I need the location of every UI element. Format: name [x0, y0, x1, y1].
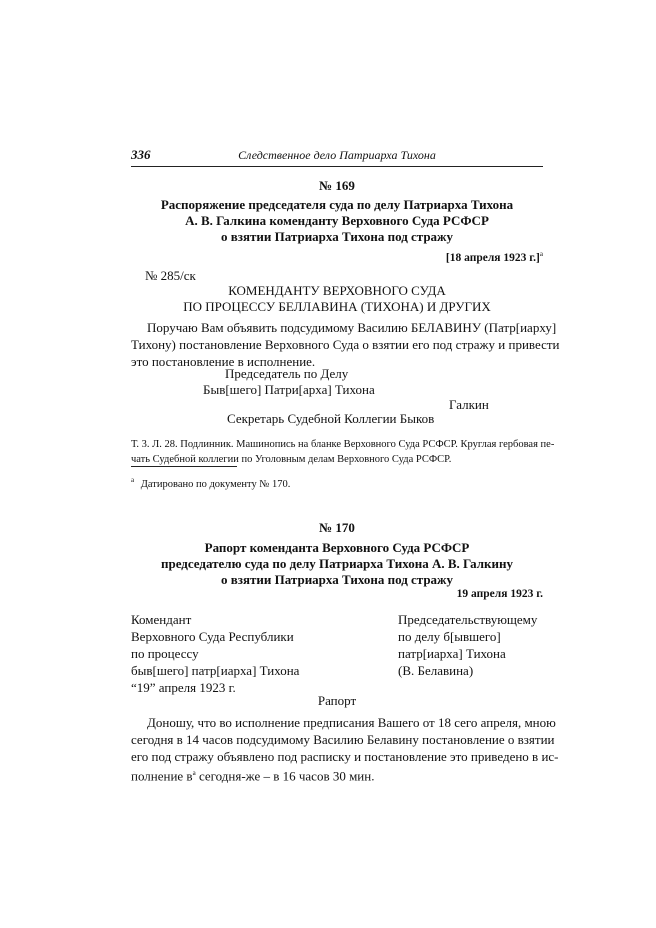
- doc170-recipient-block: [398, 611, 537, 679]
- doc170-body-line: его под стражу объявлено под расписку и постановление это приведено в ис-: [131, 749, 559, 764]
- doc170-title: [131, 540, 543, 588]
- doc169-body: [131, 319, 560, 370]
- doc170-body-line: Доношу, что во исполнение предписания Вашего от 18 сего апреля, мною: [147, 715, 556, 730]
- recipient-line: по делу б[ывшего]: [398, 629, 501, 644]
- footnote: [131, 476, 290, 490]
- doc170-date: 19 апреля 1923 г.: [456, 588, 543, 600]
- doc170-heading: Рапорт: [317, 693, 357, 708]
- sender-line: Верховного Суда Республики: [131, 629, 294, 644]
- doc169-date: [446, 250, 543, 264]
- doc170-title-line: о взятии Патриарха Тихона под стражу: [221, 572, 453, 587]
- doc170-number: № 170: [319, 520, 355, 535]
- doc169-ref: № 285/ск: [145, 268, 196, 283]
- sender-line: “19” апреля 1923 г.: [131, 680, 236, 695]
- doc169-sign-line: Председатель по Делу: [225, 366, 349, 381]
- footnote-rule: [131, 466, 237, 467]
- doc169-secretary: Секретарь Судебной Коллегии Быков: [227, 411, 435, 426]
- sender-line: быв[шего] патр[иарха] Тихона: [131, 663, 300, 678]
- header-rule: [131, 166, 543, 167]
- recipient-line: (В. Белавина): [398, 663, 474, 678]
- recipient-line: патр[иарха] Тихона: [398, 646, 506, 661]
- doc169-date-footnote-mark: a: [539, 250, 543, 258]
- doc169-number: № 169: [319, 178, 355, 193]
- doc169-sign-line: Быв[шего] Патри[арха] Тихона: [203, 382, 375, 397]
- archive-note-line: чать Судебной коллегии по Уголовным делам Верховного Суда РСФСР.: [131, 454, 452, 465]
- running-title: Следственное дело Патриарха Тихона: [238, 148, 436, 162]
- sender-line: Комендант: [131, 612, 192, 627]
- doc170-body-text: полнение в: [131, 768, 193, 784]
- doc169-body-line: Тихону) постановление Верховного Суда о взятии его под стражу и привести: [131, 337, 560, 352]
- doc170-body-line-last: [131, 765, 543, 784]
- footnote-mark: a: [131, 476, 135, 484]
- doc169-archive-note: [131, 437, 555, 467]
- doc169-date-text: [18 апреля 1923 г.]: [445, 251, 540, 264]
- doc170-body-line: сегодня в 14 часов подсудимому Василию Белавину постановление о взятии: [131, 732, 555, 747]
- archive-note-line: Т. 3. Л. 28. Подлинник. Машинопись на бланке Верховного Суда РСФСР. Круглая гербовая пе-: [131, 439, 555, 450]
- doc169-address-line: КОМЕНДАНТУ ВЕРХОВНОГО СУДА: [228, 283, 446, 298]
- doc170-body-footnote-mark: a: [192, 769, 196, 777]
- page-number: 336: [131, 147, 151, 162]
- document-page: [131, 0, 560, 928]
- doc169-title-line: А. В. Галкина коменданту Верховного Суда РСФСР: [185, 213, 489, 228]
- doc170-title-line: Рапорт коменданта Верховного Суда РСФСР: [204, 540, 470, 555]
- doc169-signer: Галкин: [449, 397, 489, 412]
- doc170-body: [131, 714, 559, 784]
- sender-line: по процессу: [131, 646, 199, 661]
- doc170-sender-block: [131, 611, 299, 696]
- doc169-body-line: это постановление в исполнение.: [131, 354, 316, 369]
- doc170-title-line: председателю суда по делу Патриарха Тихона А. В. Галкину: [160, 556, 514, 571]
- doc169-title-line: о взятии Патриарха Тихона под стражу: [221, 229, 453, 244]
- doc169-body-line: Поручаю Вам объявить подсудимому Василию БЕЛАВИНУ (Патр[иарху]: [147, 320, 557, 335]
- doc170-body-text: сегодня-же – в 16 часов 30 мин.: [195, 768, 375, 784]
- doc169-address-line: ПО ПРОЦЕССУ БЕЛЛАВИНА (ТИХОНА) И ДРУГИХ: [183, 299, 491, 314]
- footnote-text: Датировано по документу № 170.: [140, 478, 291, 490]
- doc169-title: [131, 197, 543, 245]
- recipient-line: Председательствующему: [398, 612, 538, 627]
- doc169-title-line: Распоряжение председателя суда по делу Патриарха Тихона: [160, 197, 514, 212]
